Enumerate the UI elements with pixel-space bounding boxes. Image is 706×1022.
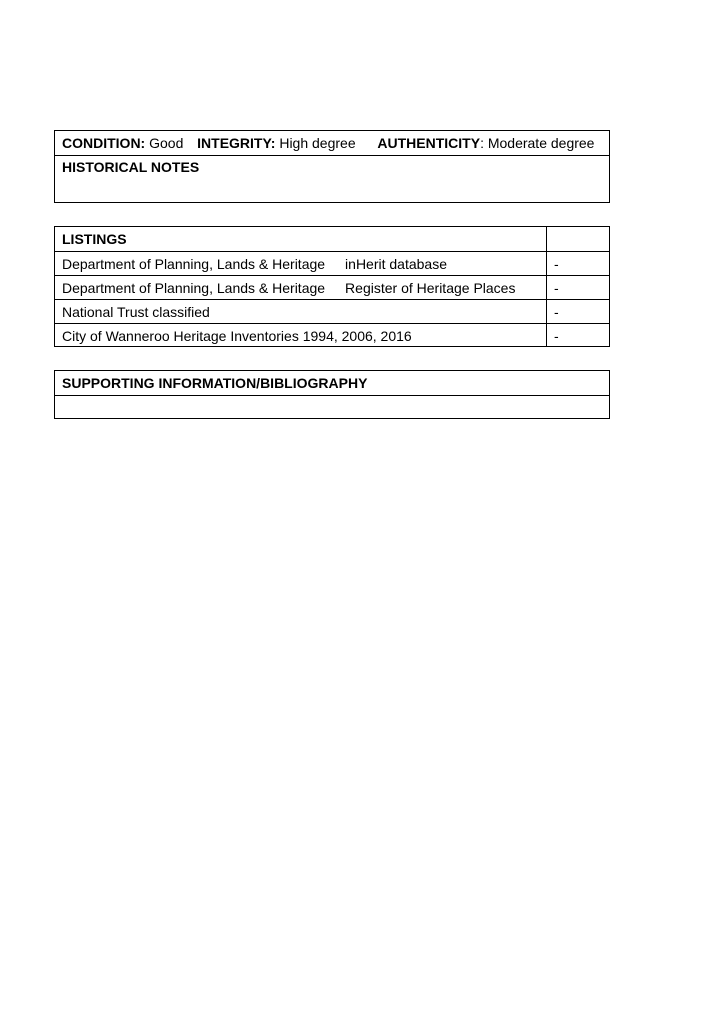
listing-name-cell <box>55 324 547 347</box>
table-row <box>55 299 609 323</box>
listing-value: - <box>554 328 559 344</box>
historical-notes-heading: HISTORICAL NOTES <box>62 159 200 175</box>
listing-org: Department of Planning, Lands & Heritage <box>62 280 326 296</box>
listing-name-cell <box>55 276 547 299</box>
condition-section <box>54 130 610 203</box>
assessment-row <box>55 131 609 155</box>
listings-heading: LISTINGS <box>55 227 547 251</box>
listing-name-cell <box>55 300 547 323</box>
table-row <box>55 251 609 275</box>
historical-notes-section <box>55 155 609 202</box>
table-row <box>55 323 609 347</box>
listings-table <box>54 226 610 347</box>
supporting-header-row <box>55 371 609 395</box>
authenticity-label: AUTHENTICITY <box>377 135 481 151</box>
listing-org: National Trust classified <box>62 304 210 320</box>
supporting-heading: SUPPORTING INFORMATION/BIBLIOGRAPHY <box>62 375 368 391</box>
listing-register: inHerit database <box>345 256 447 272</box>
supporting-content-row <box>55 395 609 419</box>
listing-value: - <box>554 280 559 296</box>
assessment-cell <box>55 131 594 155</box>
listing-org: Department of Planning, Lands & Heritage <box>62 256 326 272</box>
authenticity-value: : Moderate degree <box>480 135 595 151</box>
table-row <box>55 275 609 299</box>
condition-label: CONDITION: <box>62 135 146 151</box>
listing-value: - <box>554 304 559 320</box>
integrity-label: INTEGRITY: <box>197 135 276 151</box>
integrity-value: High degree <box>279 135 356 151</box>
listings-header-row <box>55 227 609 251</box>
supporting-content <box>55 396 62 419</box>
condition-value: Good <box>149 135 184 151</box>
listings-header-side <box>547 227 609 251</box>
listing-name-cell <box>55 252 547 275</box>
listing-org: City of Wanneroo Heritage Inventories 1994, 2006, 2016 <box>62 328 412 344</box>
listing-value: - <box>554 256 559 272</box>
supporting-information-section <box>54 370 610 419</box>
listing-register: Register of Heritage Places <box>345 280 516 296</box>
